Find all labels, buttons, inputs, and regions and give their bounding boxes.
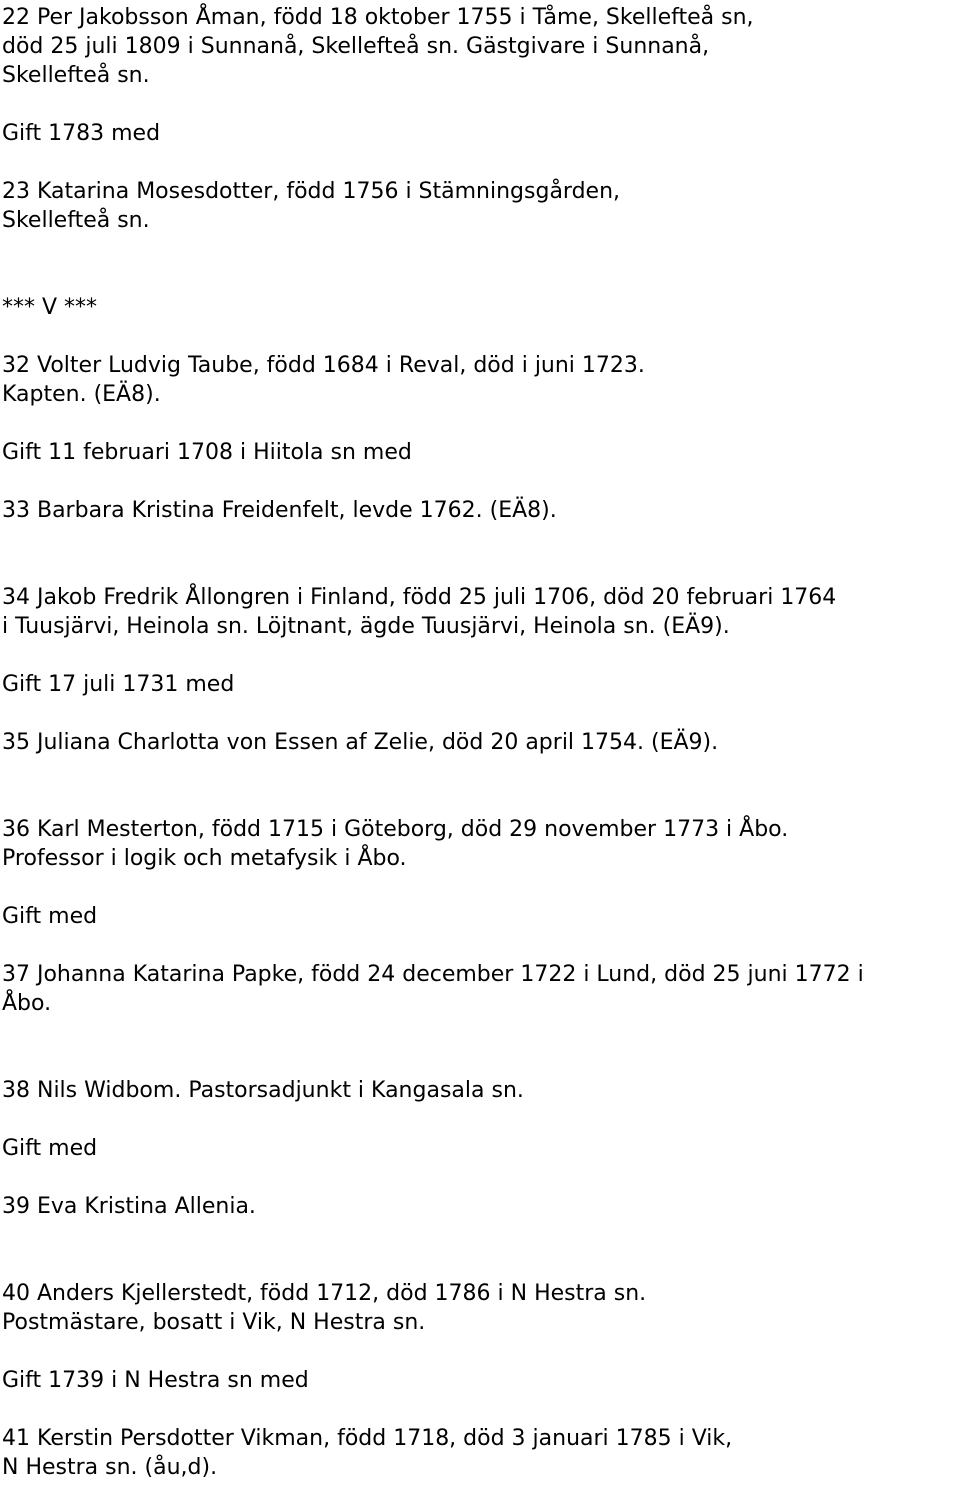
text-line: 35 Juliana Charlotta von Essen af Zelie, död 20 april 1754. (EÄ9). — [2, 730, 719, 755]
blank-line — [2, 641, 958, 670]
blank-line — [2, 1395, 958, 1424]
text-line: 39 Eva Kristina Allenia. — [2, 1194, 256, 1219]
blank-line — [2, 699, 958, 728]
blank-line — [2, 1337, 958, 1366]
text-line: 22 Per Jakobsson Åman, född 18 oktober 1755 i Tåme, Skellefteå sn, — [2, 5, 754, 30]
blank-line — [2, 554, 958, 583]
text-line: död 25 juli 1809 i Sunnanå, Skellefteå sn. Gästgivare i Sunnanå, — [2, 34, 710, 59]
blank-line — [2, 525, 958, 554]
text-line: 36 Karl Mesterton, född 1715 i Göteborg, död 29 november 1773 i Åbo. — [2, 817, 789, 842]
text-line: N Hestra sn. (åu,d). — [2, 1455, 218, 1480]
section-heading: *** V *** — [2, 295, 98, 320]
text-line: 37 Johanna Katarina Papke, född 24 december 1722 i Lund, död 25 juni 1772 i — [2, 962, 864, 987]
blank-line — [2, 90, 958, 119]
text-line: Professor i logik och metafysik i Åbo. — [2, 846, 407, 871]
text-line: Gift med — [2, 1136, 98, 1161]
text-line: Gift 11 februari 1708 i Hiitola sn med — [2, 440, 412, 465]
text-line: Gift 1739 i N Hestra sn med — [2, 1368, 309, 1393]
blank-line — [2, 235, 958, 264]
blank-line — [2, 1047, 958, 1076]
text-line: Skellefteå sn. — [2, 63, 150, 88]
text-line: Gift 17 juli 1731 med — [2, 672, 235, 697]
blank-line — [2, 1105, 958, 1134]
text-line: 33 Barbara Kristina Freidenfelt, levde 1762. (EÄ8). — [2, 498, 557, 523]
blank-line — [2, 931, 958, 960]
text-line: Skellefteå sn. — [2, 208, 150, 233]
blank-line — [2, 409, 958, 438]
text-line: 40 Anders Kjellerstedt, född 1712, död 1786 i N Hestra sn. — [2, 1281, 647, 1306]
blank-line — [2, 148, 958, 177]
blank-line — [2, 1163, 958, 1192]
blank-line — [2, 1250, 958, 1279]
text-line: Kapten. (EÄ8). — [2, 382, 161, 407]
blank-line — [2, 322, 958, 351]
blank-line — [2, 264, 958, 293]
text-line: i Tuusjärvi, Heinola sn. Löjtnant, ägde Tuusjärvi, Heinola sn. (EÄ9). — [2, 614, 730, 639]
blank-line — [2, 786, 958, 815]
blank-line — [2, 1018, 958, 1047]
blank-line — [2, 1221, 958, 1250]
text-line: 34 Jakob Fredrik Ållongren i Finland, född 25 juli 1706, död 20 februari 1764 — [2, 585, 837, 610]
text-line: 38 Nils Widbom. Pastorsadjunkt i Kangasala sn. — [2, 1078, 524, 1103]
text-line: Postmästare, bosatt i Vik, N Hestra sn. — [2, 1310, 426, 1335]
text-line: Gift med — [2, 904, 98, 929]
blank-line — [2, 873, 958, 902]
blank-line — [2, 467, 958, 496]
text-line: Gift 1783 med — [2, 121, 161, 146]
text-line: 41 Kerstin Persdotter Vikman, född 1718, död 3 januari 1785 i Vik, — [2, 1426, 733, 1451]
blank-line — [2, 757, 958, 786]
text-line: 32 Volter Ludvig Taube, född 1684 i Reval, död i juni 1723. — [2, 353, 645, 378]
text-line: 23 Katarina Mosesdotter, född 1756 i Stämningsgården, — [2, 179, 621, 204]
document-page — [2, 3, 958, 1482]
text-line: Åbo. — [2, 991, 52, 1016]
